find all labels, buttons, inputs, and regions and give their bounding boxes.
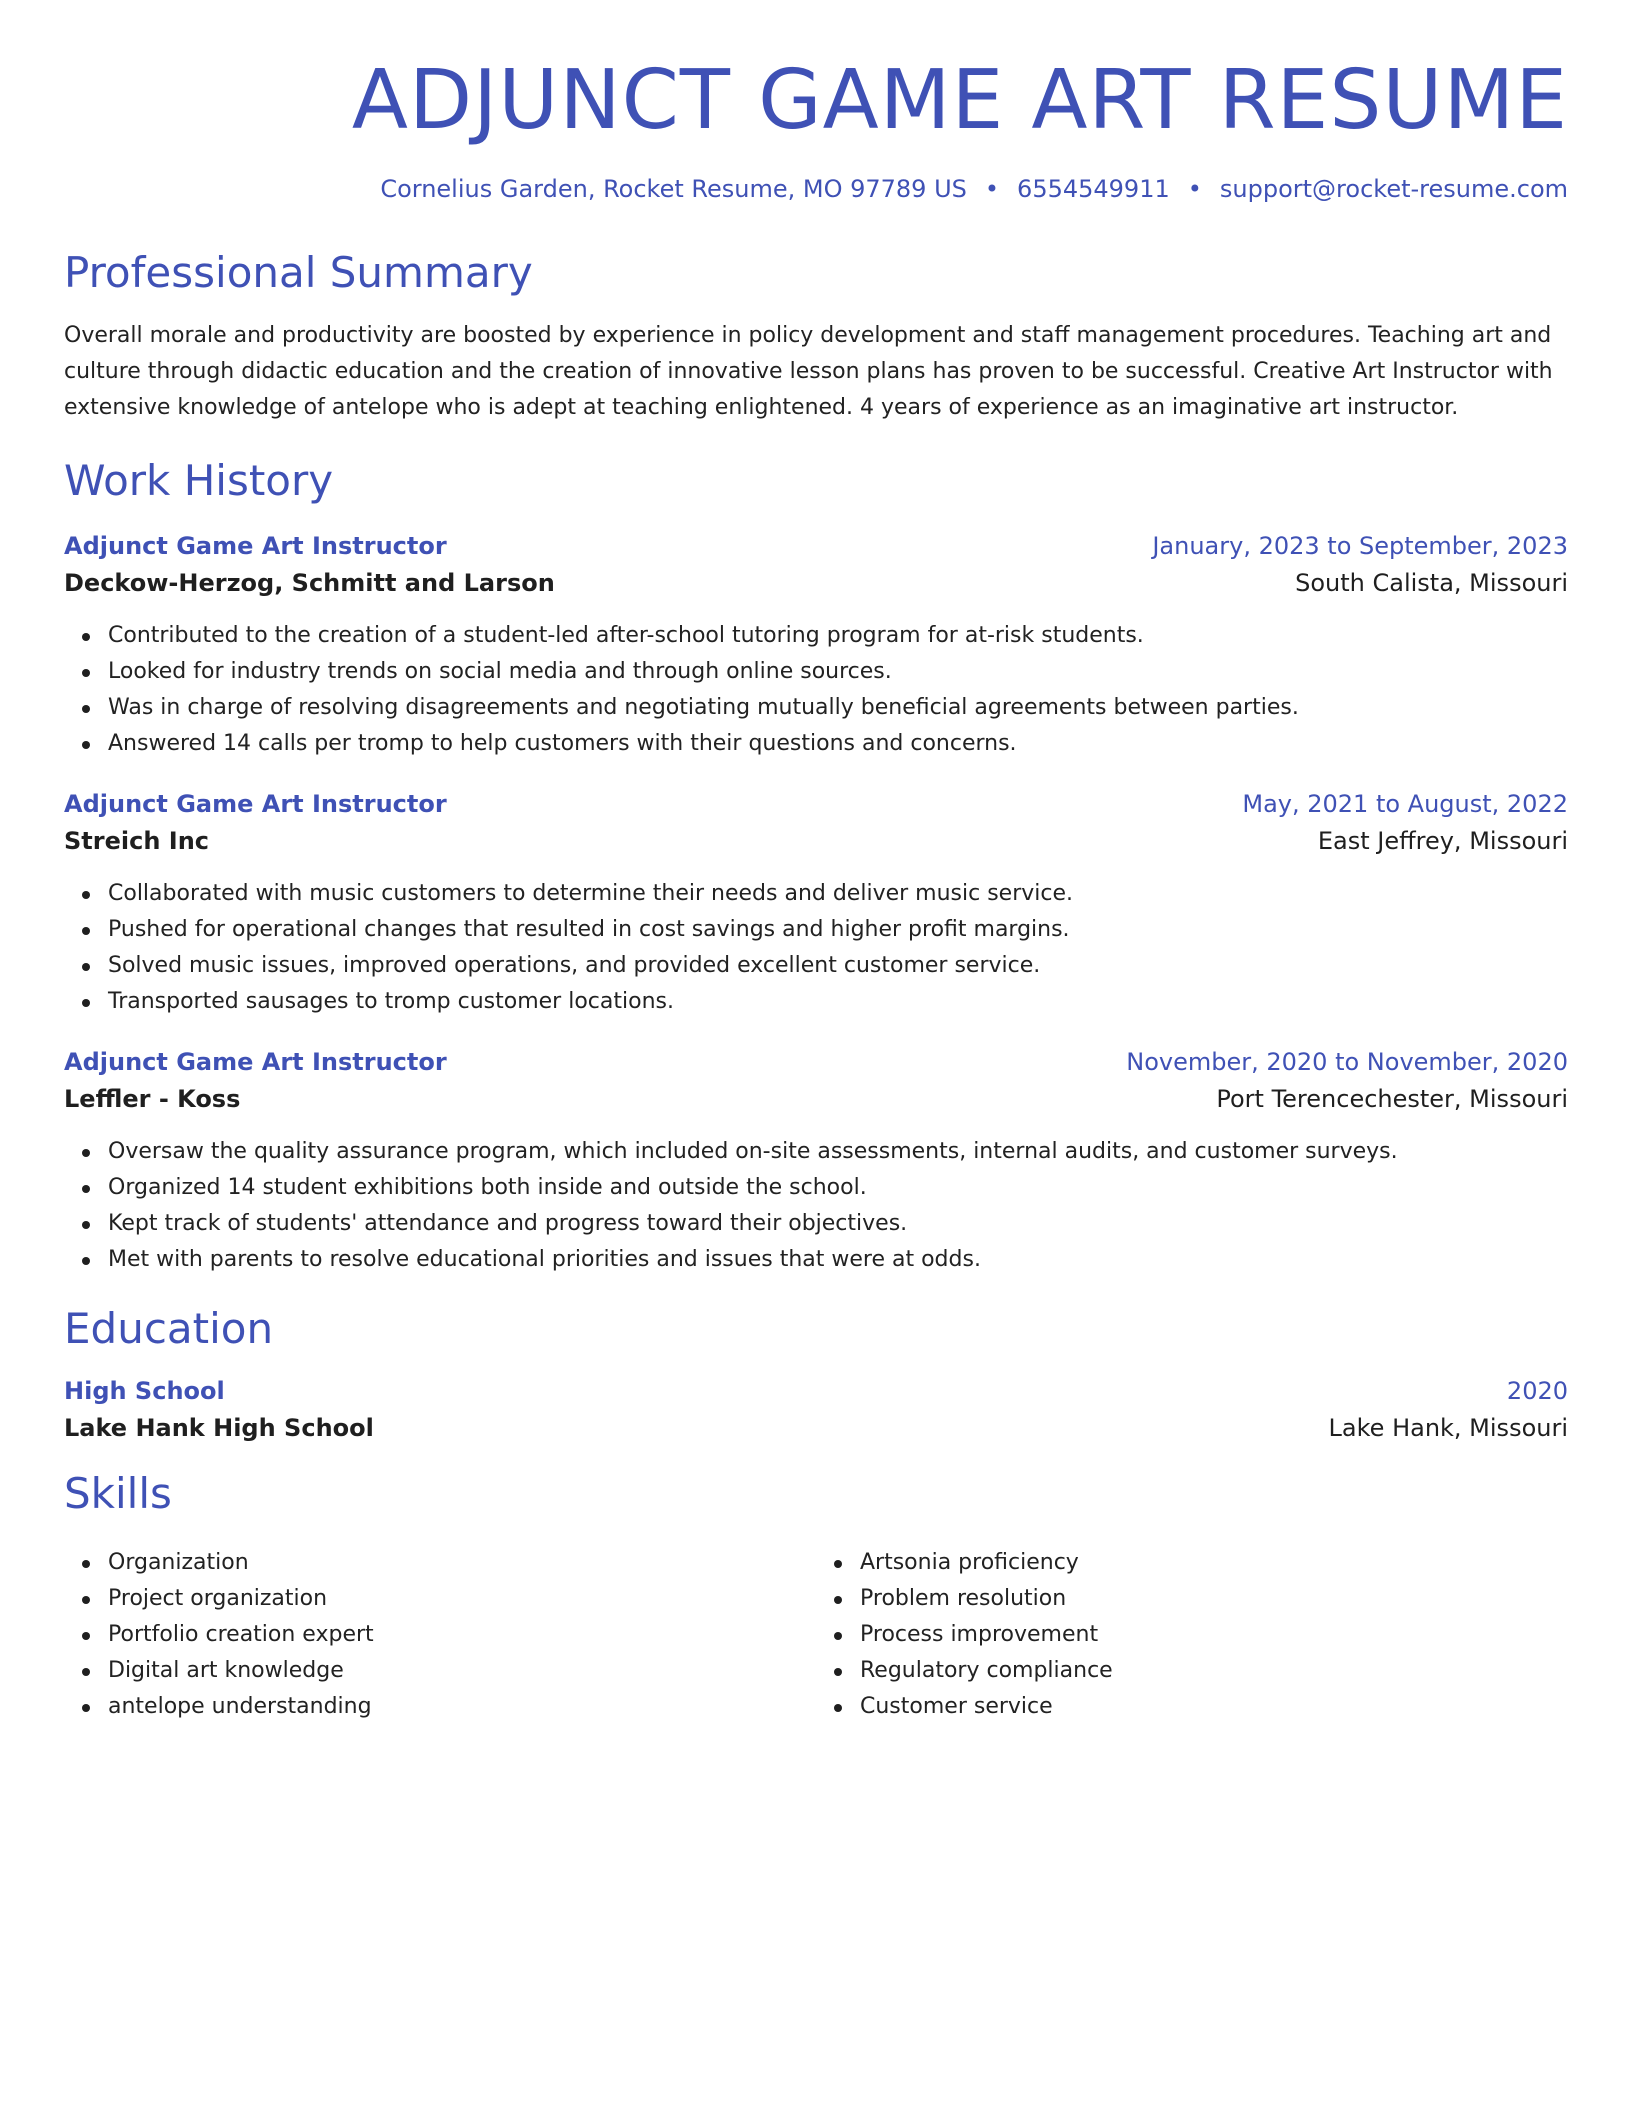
job-location: East Jeffrey, Missouri [1317, 827, 1568, 856]
job-role: Adjunct Game Art Instructor [64, 790, 447, 819]
job-role: Adjunct Game Art Instructor [64, 532, 447, 561]
list-item: Looked for industry trends on social media and through online sources. [108, 654, 1568, 690]
education-year: 2020 [1506, 1376, 1568, 1405]
list-item: Contributed to the creation of a student-led after-school tutoring program for at-risk students. [108, 618, 1568, 654]
list-item: Process improvement [860, 1617, 1568, 1653]
list-item: Was in charge of resolving disagreements and negotiating mutually beneficial agreements between parties. [108, 690, 1568, 726]
education-location: Lake Hank, Missouri [1328, 1413, 1568, 1442]
job-dates: January, 2023 to September, 2023 [1152, 532, 1568, 561]
list-item: Problem resolution [860, 1581, 1568, 1617]
job-header-row [64, 528, 1568, 564]
education-school: Lake Hank High School [64, 1413, 374, 1442]
job-location: Port Terencechester, Missouri [1216, 1085, 1568, 1114]
list-item: Portfolio creation expert [108, 1617, 816, 1653]
section-title-education: Education [64, 1304, 274, 1354]
list-item: Project organization [108, 1581, 816, 1617]
skills-section [64, 1469, 1568, 1725]
section-title-work-history: Work History [64, 455, 334, 505]
job-company: Streich Inc [64, 827, 210, 856]
contact-separator: • [1187, 175, 1202, 204]
job-bullets [64, 876, 1568, 1020]
job-bullets [64, 1134, 1568, 1278]
job-company: Leffler - Koss [64, 1085, 241, 1114]
contact-address: Cornelius Garden, Rocket Resume, MO 97789 US [380, 175, 967, 204]
list-item: Regulatory compliance [860, 1653, 1568, 1689]
summary-text: Overall morale and productivity are boosted by experience in policy development and staff management procedures. Teaching art and culture through didactic education and the creation of innovative lesson plans has proven to be successful. Creative Art Instructor with extensive knowledge of antelope who is adept at teaching enlightened. 4 years of experience as an imaginative art instructor. [64, 322, 1553, 420]
resume-header [64, 0, 1568, 206]
job-entry [64, 786, 1568, 1020]
job-company-row [64, 822, 1568, 860]
resume-title: ADJUNCT GAME ART RESUME [351, 53, 1568, 148]
list-item: Collaborated with music customers to determine their needs and deliver music service. [108, 876, 1568, 912]
job-header-row [64, 786, 1568, 822]
education-degree: High School [64, 1376, 225, 1405]
list-item: Answered 14 calls per tromp to help customers with their questions and concerns. [108, 726, 1568, 762]
contact-line [64, 174, 1568, 205]
education-header-row [64, 1373, 1568, 1409]
skills-list-right [816, 1545, 1568, 1725]
list-item: Transported sausages to tromp customer locations. [108, 984, 1568, 1020]
section-title-summary: Professional Summary [64, 247, 533, 297]
job-company-row [64, 564, 1568, 602]
list-item: antelope understanding [108, 1689, 816, 1725]
job-entry [64, 1044, 1568, 1278]
summary-section [64, 248, 1568, 426]
contact-separator: • [984, 175, 1000, 204]
list-item: Oversaw the quality assurance program, which included on-site assessments, internal audits, and customer surveys. [108, 1134, 1568, 1170]
job-dates: November, 2020 to November, 2020 [1126, 1048, 1568, 1077]
contact-email: support@rocket-resume.com [1219, 175, 1568, 204]
job-location: South Calista, Missouri [1295, 569, 1568, 598]
education-entry [64, 1373, 1568, 1447]
education-school-row [64, 1409, 1568, 1447]
work-history-section [64, 456, 1568, 1278]
list-item: Kept track of students' attendance and progress toward their objectives. [108, 1206, 1568, 1242]
list-item: Met with parents to resolve educational priorities and issues that were at odds. [108, 1242, 1568, 1278]
list-item: Customer service [860, 1689, 1568, 1725]
list-item: Artsonia proficiency [860, 1545, 1568, 1581]
skills-grid [64, 1529, 1568, 1725]
list-item: Organization [108, 1545, 816, 1581]
job-role: Adjunct Game Art Instructor [64, 1048, 447, 1077]
list-item: Pushed for operational changes that resulted in cost savings and higher profit margins. [108, 912, 1568, 948]
list-item: Digital art knowledge [108, 1653, 816, 1689]
job-dates: May, 2021 to August, 2022 [1242, 790, 1568, 819]
list-item: Solved music issues, improved operations, and provided excellent customer service. [108, 948, 1568, 984]
section-title-skills: Skills [64, 1468, 172, 1518]
job-header-row [64, 1044, 1568, 1080]
skills-list-left [64, 1545, 816, 1725]
contact-phone: 6554549911 [1017, 175, 1170, 204]
list-item: Organized 14 student exhibitions both inside and outside the school. [108, 1170, 1568, 1206]
education-section [64, 1304, 1568, 1446]
job-company-row [64, 1080, 1568, 1118]
job-bullets [64, 618, 1568, 762]
job-company: Deckow-Herzog, Schmitt and Larson [64, 569, 555, 598]
job-entry [64, 528, 1568, 762]
